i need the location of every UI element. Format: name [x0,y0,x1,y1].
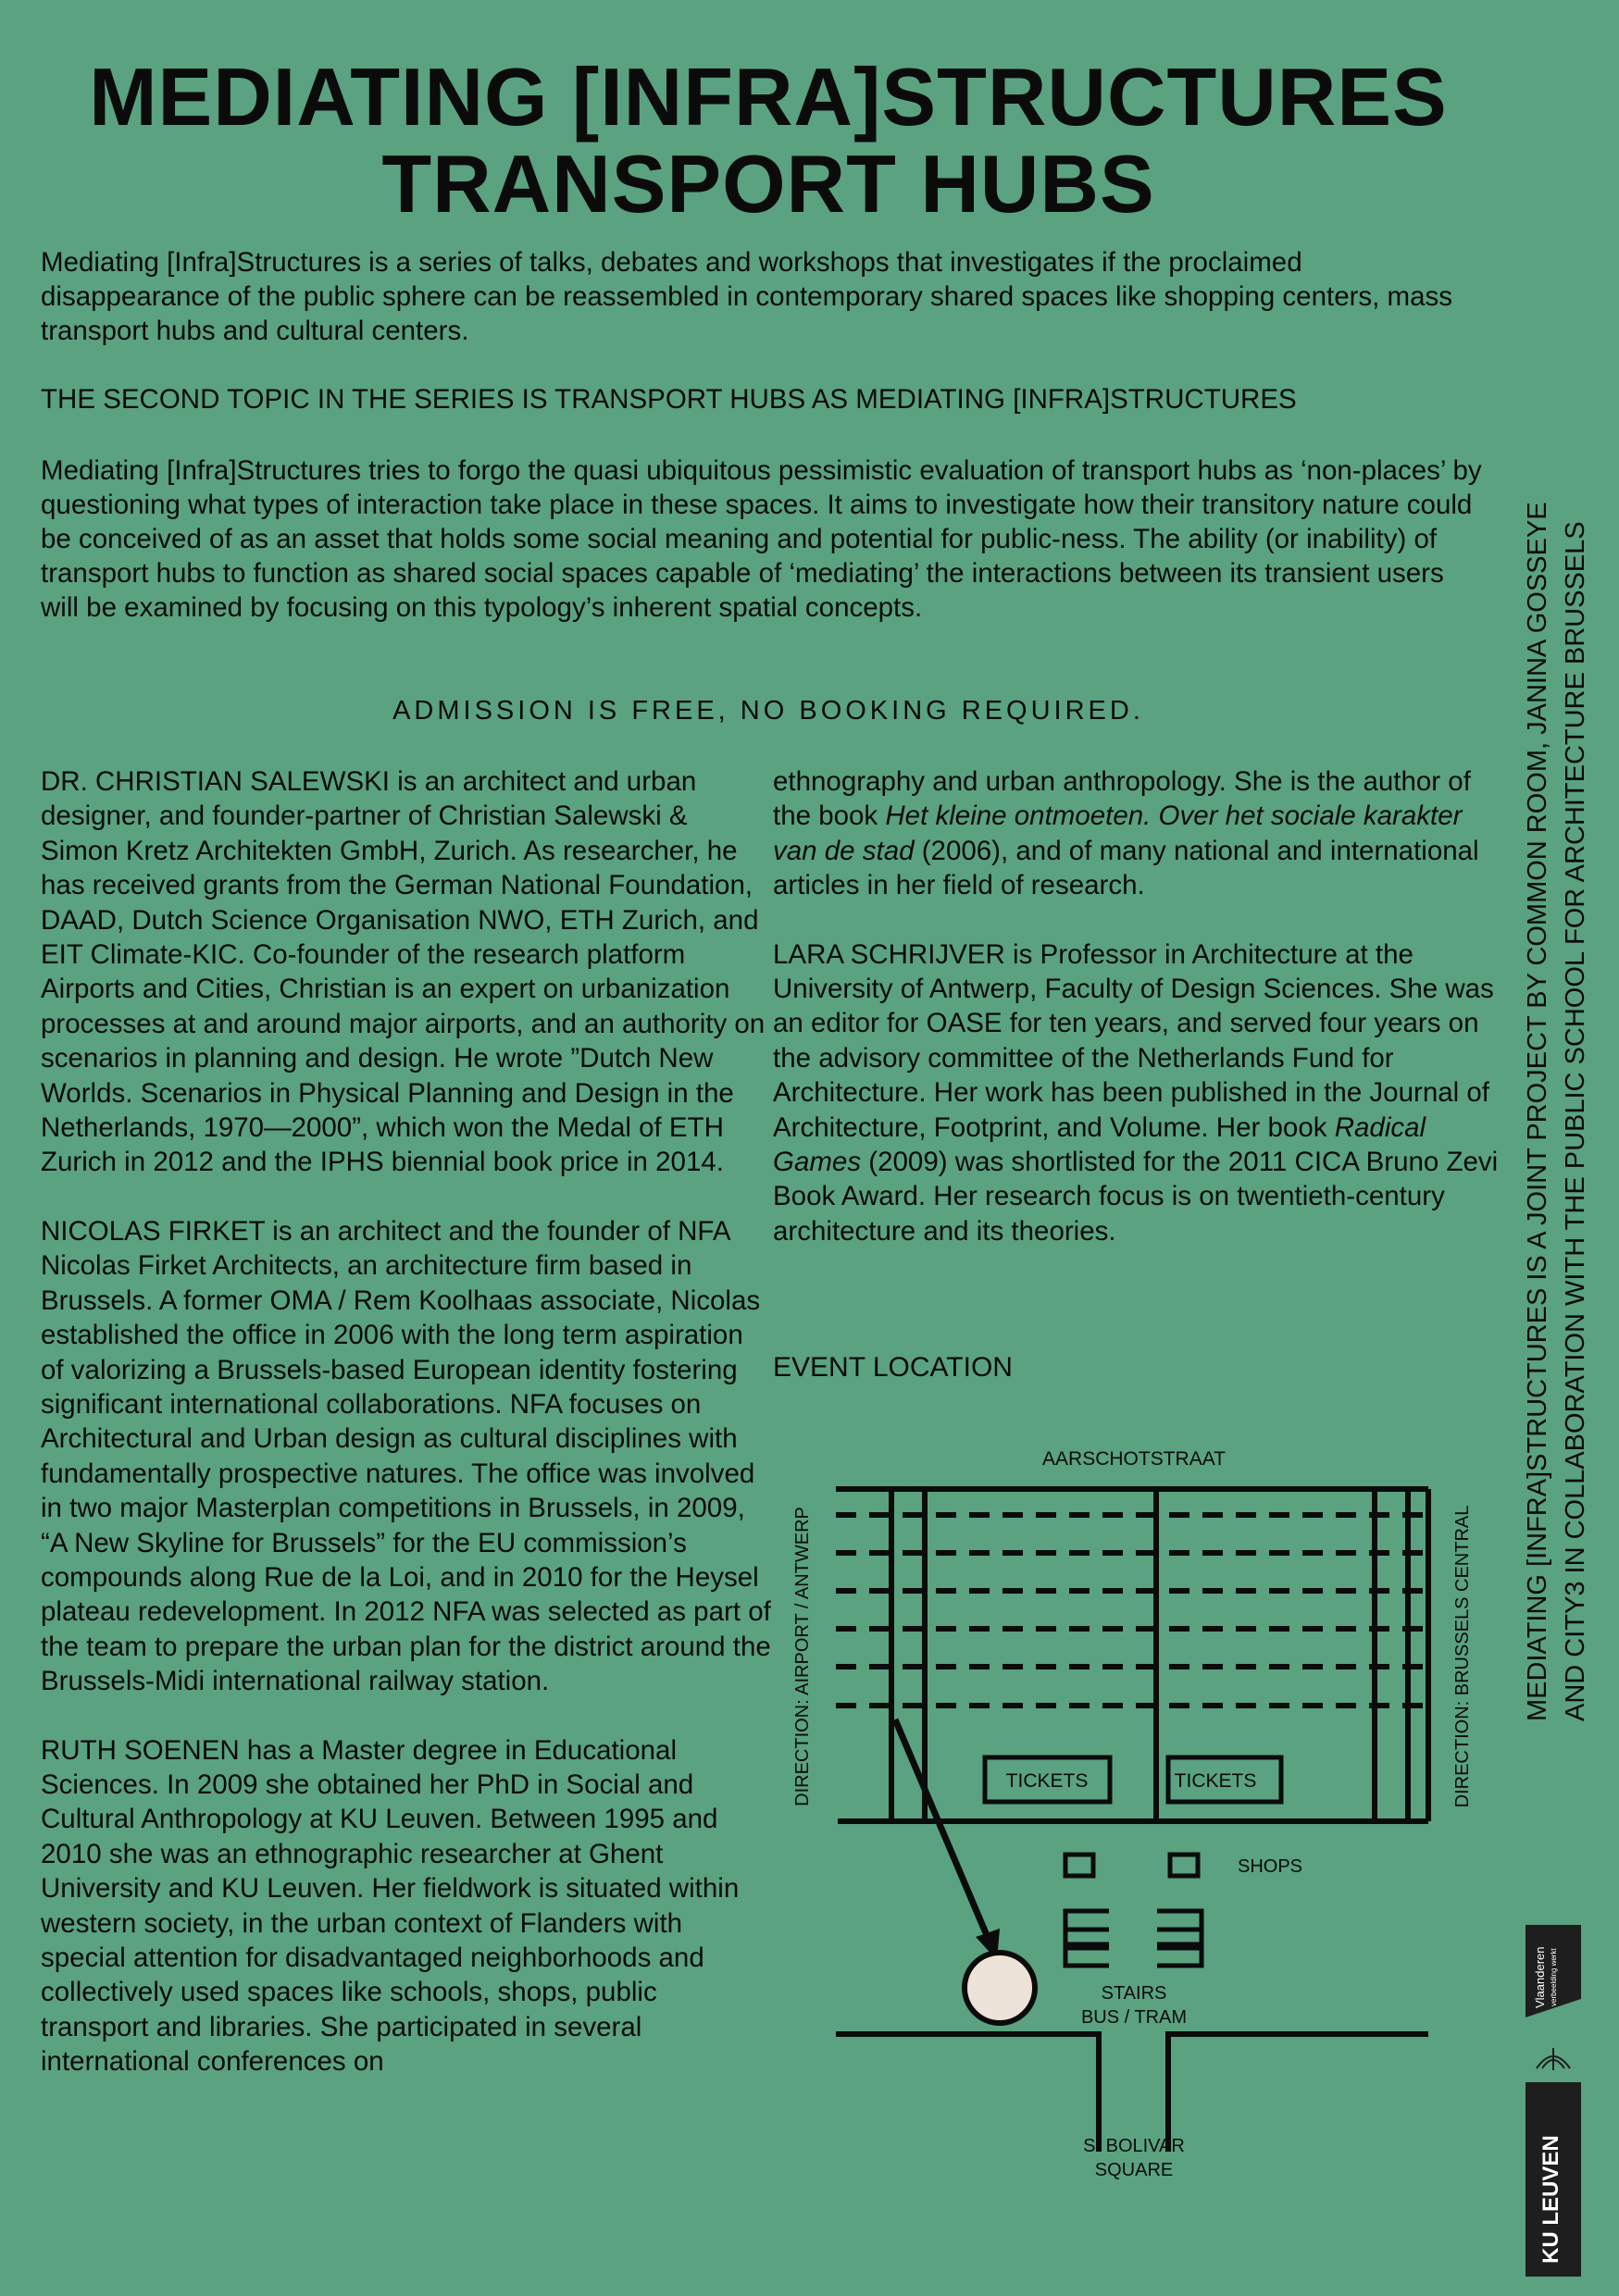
bio-column-right [773,764,1504,1283]
bio-schrijver-text-a: LARA SCHRIJVER is Professor in Architecture at the University of Antwerp, Faculty of Design Sciences. She was an editor for OASE for ten years, and served four years on the advisory committee of the Netherlands Fund for Architecture. Her work has been published in the Journal of Architecture, Footprint, and Volume. Her book [773,938,1494,1143]
label-direction-left: DIRECTION: AIRPORT / ANTWERP [792,1507,813,1806]
label-bus-tram: BUS / TRAM [1080,2007,1188,2028]
stairs-right-2 [1157,1948,1202,1966]
bio-soenen-book-title: Het kleine ontmoeten. Over het sociale karakter van de stad [773,800,1463,866]
vlaanderen-logo-text: Vlaanderen [1533,1946,1547,2008]
ku-leuven-logo [1526,2082,1581,2277]
bio-soenen-text-a: ethnography and urban anthropology. She is the author of the book [773,766,1471,832]
topic-heading: THE SECOND TOPIC IN THE SERIES IS TRANSPORT HUBS AS MEDIATING [INFRA]STRUCTURES [41,384,1297,415]
label-shops: SHOPS [1238,1856,1303,1877]
stairs-left-1 [1065,1911,1109,1944]
label-direction-right: DIRECTION: BRUSSELS CENTRAL [1452,1505,1473,1808]
bio-firket: NICOLAS FIRKET is an architect and the founder of NFA Nicolas Firket Architects, an architecture firm based in Brussels. A former OMA / Rem Koolhaas associate, Nicolas established the office in 2006 with the long term aspiration of valorizing a Brussels-based European identity fostering significant international collaborations. NFA focuses on Architectural and Urban design as cultural disciplines with fundamentally prospective natures. The office was involved in two major Masterplan competitions in Brussels, in 2009, “A New Skyline for Brussels” for the EU commission’s compounds along Rue de la Loi, and in 2010 for the Heysel plateau redevelopment. In 2012 NFA was selected as part of the team to prepare the urban plan for the district around the Brussels-Midi international railway station. [41,1215,771,1697]
stairs-left-2 [1065,1948,1109,1966]
title-line-1: MEDIATING [INFRA]STRUCTURES [89,51,1448,143]
label-square-line1: S. BOLIVAR [1083,2136,1185,2156]
label-square-line2: SQUARE [1094,2160,1174,2180]
ku-leuven-logo-text: KU LEUVEN [1538,2135,1563,2264]
bio-soenen-part2 [773,764,1504,903]
bio-schrijver-book-title: Radical Games [773,1111,1426,1178]
street-bottom-right [1168,2034,1428,2152]
admission-notice: ADMISSION IS FREE, NO BOOKING REQUIRED. [392,696,1144,726]
entrance-marker-icon [965,1953,1035,2023]
title-line-2: TRANSPORT HUBS [381,138,1155,230]
label-stairs: STAIRS [1101,1983,1167,2004]
street-bottom-left [836,2034,1099,2152]
bio-column-left [41,764,772,2114]
bio-soenen-text-b: (2006), and of many national and international articles in her field of research. [773,835,1479,901]
credits-line-2: AND CITY3 IN COLLABORATION WITH THE PUBLIC SCHOOL FOR ARCHITECTURE BRUSSELS [1561,521,1590,1721]
event-location-heading: EVENT LOCATION [773,1352,1013,1383]
bio-soenen-part1: RUTH SOENEN has a Master degree in Educational Sciences. In 2009 she obtained her PhD in Social and Cultural Anthropology at KU Leuven. Between 1995 and 2010 she was an ethnographic researcher at Ghent University and KU Leuven. Her fieldwork is situated within western society, in the urban context of Flanders with special attention for disadvantaged neighborhoods and collectively used spaces like schools, shops, public transport and libraries. She participated in several international conferences on [41,1734,740,2078]
intro-paragraph: Mediating [Infra]Structures is a series of talks, debates and workshops that investigates if the proclaimed disappearance of the public sphere can be reassembled in contemporary shared spaces like shopping centers, mass transport hubs and cultural centers. [41,247,1453,346]
label-street-top: AARSCHOTSTRAAT [1042,1448,1226,1470]
bio-schrijver-text-b: (2009) was shortlisted for the 2011 CICA Bruno Zevi Book Award. Her research focus is on twentieth-century architecture and its theories. [773,1147,1499,1247]
stairs-right-1 [1157,1911,1202,1944]
description-paragraph: Mediating [Infra]Structures tries to forgo the quasi ubiquitous pessimistic evaluation of transport hubs as ‘non-places’ by questioning what types of interaction take place in these spaces. It aims to investigate how their transitory nature could be conceived of as an asset that holds some social meaning and potential for public-ness. The ability (or inability) of transport hubs to function as shared social spaces capable of ‘mediating’ the interactions between its transient users will be examined by focusing on this typology’s inherent spatial concepts. [41,455,1482,623]
leuven-seal-icon [1533,2041,1574,2074]
page-title [0,51,1537,230]
label-tickets-1: TICKETS [1005,1770,1089,1792]
label-tickets-2: TICKETS [1174,1770,1257,1792]
bio-schrijver [773,937,1504,1249]
vlaanderen-logo-subtext: verbeelding werkt [1550,1948,1558,2006]
credits-line-1: MEDIATING [INFRA]STRUCTURES IS A JOINT PROJECT BY COMMON ROOM, JANINA GOSSEYE [1523,502,1552,1721]
project-credits-sidebar [1519,370,1595,1721]
location-map [778,1434,1500,2193]
shop-square-2 [1170,1855,1198,1876]
vlaanderen-logo [1526,1925,1581,2036]
bio-salewski: DR. CHRISTIAN SALEWSKI is an architect and urban designer, and founder-partner of Christian Salewski & Simon Kretz Architekten GmbH, Zurich. As researcher, he has received grants from the German National Foundation, DAAD, Dutch Science Organisation NWO, ETH Zurich, and EIT Climate-KIC. Co-founder of the research platform Airports and Cities, Christian is an expert on urbanization processes at and around major airports, and an authority on scenarios in planning and design. He wrote ”Dutch New Worlds. Scenarios in Physical Planning and Design in the Netherlands, 1970—2000”, which won the Medal of ETH Zurich in 2012 and the IPHS biennial book price in 2014. [41,766,766,1178]
shop-square-1 [1065,1855,1093,1876]
